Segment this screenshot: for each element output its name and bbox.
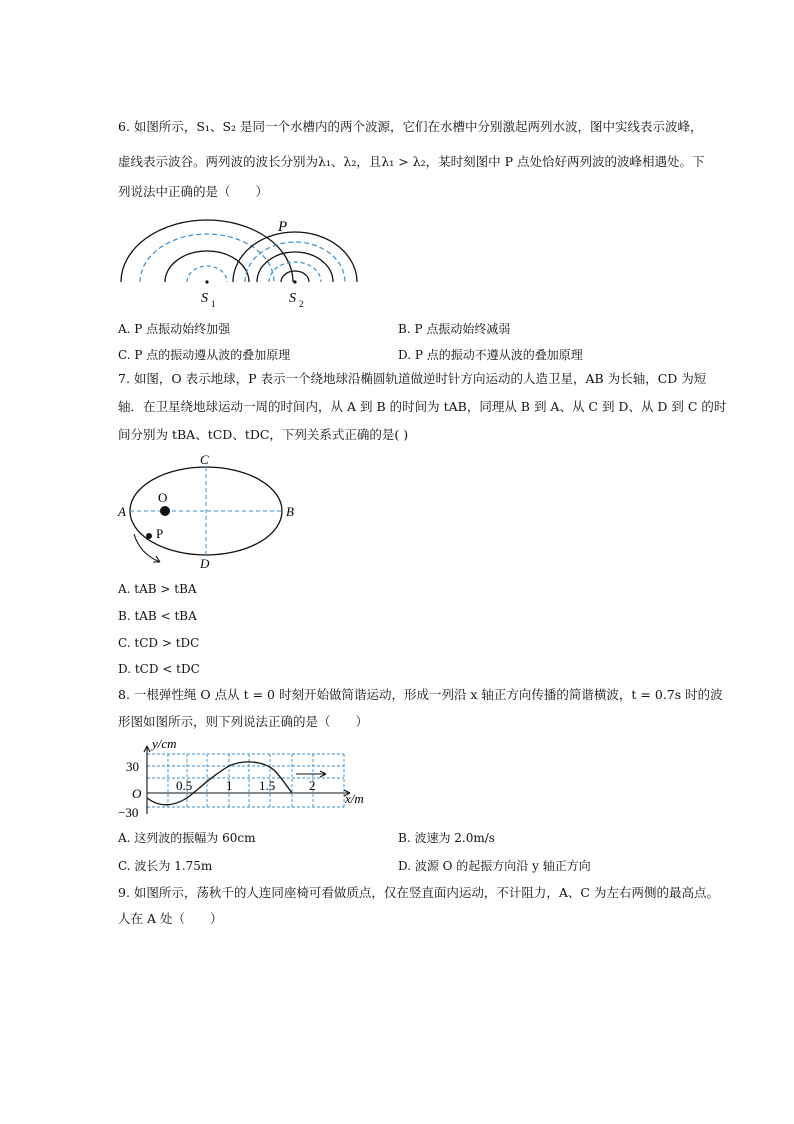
label-a: A [118, 504, 126, 519]
q7-stem-line2: 轴．在卫星绕地球运动一周的时间内，从 A 到 B 的时间为 tAB，同理从 B 到 A、从 C 到 D、从 D 到 C 的时 [118, 399, 727, 414]
s1-label: S [201, 291, 208, 306]
q7-elliptical-orbit-figure [112, 450, 302, 575]
label-o: O [158, 490, 168, 505]
q6-stem-line3: 列说法中正确的是（ ） [118, 184, 269, 199]
x-axis-label: x/m [345, 791, 364, 806]
y-tick-positive: 30 [126, 759, 139, 774]
q8-option-a[interactable]: A. 这列波的振幅为 60cm [118, 831, 256, 845]
x-tick-1: 1 [226, 778, 233, 793]
s1-trough-outer [140, 234, 274, 282]
x-tick-0-5: 0.5 [176, 778, 193, 793]
q8-stem-line2: 形图如图所示，则下列说法正确的是（ ） [118, 714, 369, 729]
y-tick-negative: −30 [118, 805, 139, 820]
q7-option-b[interactable]: B. tAB < tBA [118, 609, 197, 623]
label-p: P [156, 526, 164, 541]
label-d: D [200, 556, 210, 571]
q7-option-a[interactable]: A. tAB > tBA [118, 582, 197, 596]
s2-sub: 2 [299, 299, 304, 309]
origin-label: O [132, 786, 142, 801]
q7-option-d[interactable]: D. tCD < tDC [118, 662, 200, 676]
s1-point [205, 280, 208, 283]
q6-stem-line2: 虚线表示波谷。两列波的波长分别为λ₁、λ₂，且λ₁ > λ₂，某时刻图中 P 点处恰好两列波的波峰相遇处。下 [118, 154, 705, 169]
x-tick-1-5: 1.5 [259, 778, 276, 793]
q6-option-d[interactable]: D. P 点的振动不遵从波的叠加原理 [398, 348, 583, 362]
q8-wave-graph [112, 736, 377, 820]
label-c: C [200, 452, 209, 467]
q8-stem-line1: 8. 一根弹性绳 O 点从 t = 0 时刻开始做简谐运动，形成一列沿 x 轴正方向传播的简谐横波，t = 0.7s 时的波 [118, 687, 723, 702]
s1-sub: 1 [211, 299, 216, 309]
s2-crest-outer [233, 232, 357, 282]
q6-stem-line1: 6. 如图所示，S₁、S₂ 是同一个水槽内的两个波源，它们在水槽中分别激起两列水波，图中实线表示波峰， [118, 119, 703, 134]
satellite-p [146, 533, 152, 539]
s2-label: S [289, 291, 296, 306]
q6-option-b[interactable]: B. P 点振动始终减弱 [398, 322, 511, 336]
q7-stem-line1: 7. 如图，O 表示地球，P 表示一个绕地球沿椭圆轨道做逆时针方向运动的人造卫星，AB 为长轴，CD 为短 [118, 371, 707, 386]
q6-option-c[interactable]: C. P 点的振动遵从波的叠加原理 [118, 348, 291, 362]
q6-option-a[interactable]: A. P 点振动始终加强 [118, 322, 231, 336]
q7-option-c[interactable]: C. tCD > tDC [118, 636, 200, 650]
q6-wave-interference-figure [115, 212, 370, 312]
y-axis-label: y/cm [152, 736, 177, 751]
q9-stem-line2: 人在 A 处（ ） [118, 911, 223, 926]
s2-crest-mid [257, 252, 333, 282]
s2-point [293, 280, 296, 283]
q9-stem-line1: 9. 如图所示，荡秋千的人连同座椅可看做质点，仅在竖直面内运动，不计阻力，A、C 为左右两侧的最高点。 [118, 885, 719, 900]
earth-o [160, 506, 170, 516]
s1-trough-inner [187, 266, 227, 282]
p-label: P [278, 219, 288, 235]
x-tick-2: 2 [309, 778, 316, 793]
s2-crest-inner [281, 271, 309, 282]
q7-stem-line3: 间分别为 tBA、tCD、tDC，下列关系式正确的是( ) [118, 427, 409, 442]
q8-option-c[interactable]: C. 波长为 1.75m [118, 859, 213, 873]
q8-option-d[interactable]: D. 波源 O 的起振方向沿 y 轴正方向 [398, 859, 591, 873]
label-b: B [286, 504, 294, 519]
q8-option-b[interactable]: B. 波速为 2.0m/s [398, 831, 495, 845]
s2-trough-mid [269, 262, 321, 282]
